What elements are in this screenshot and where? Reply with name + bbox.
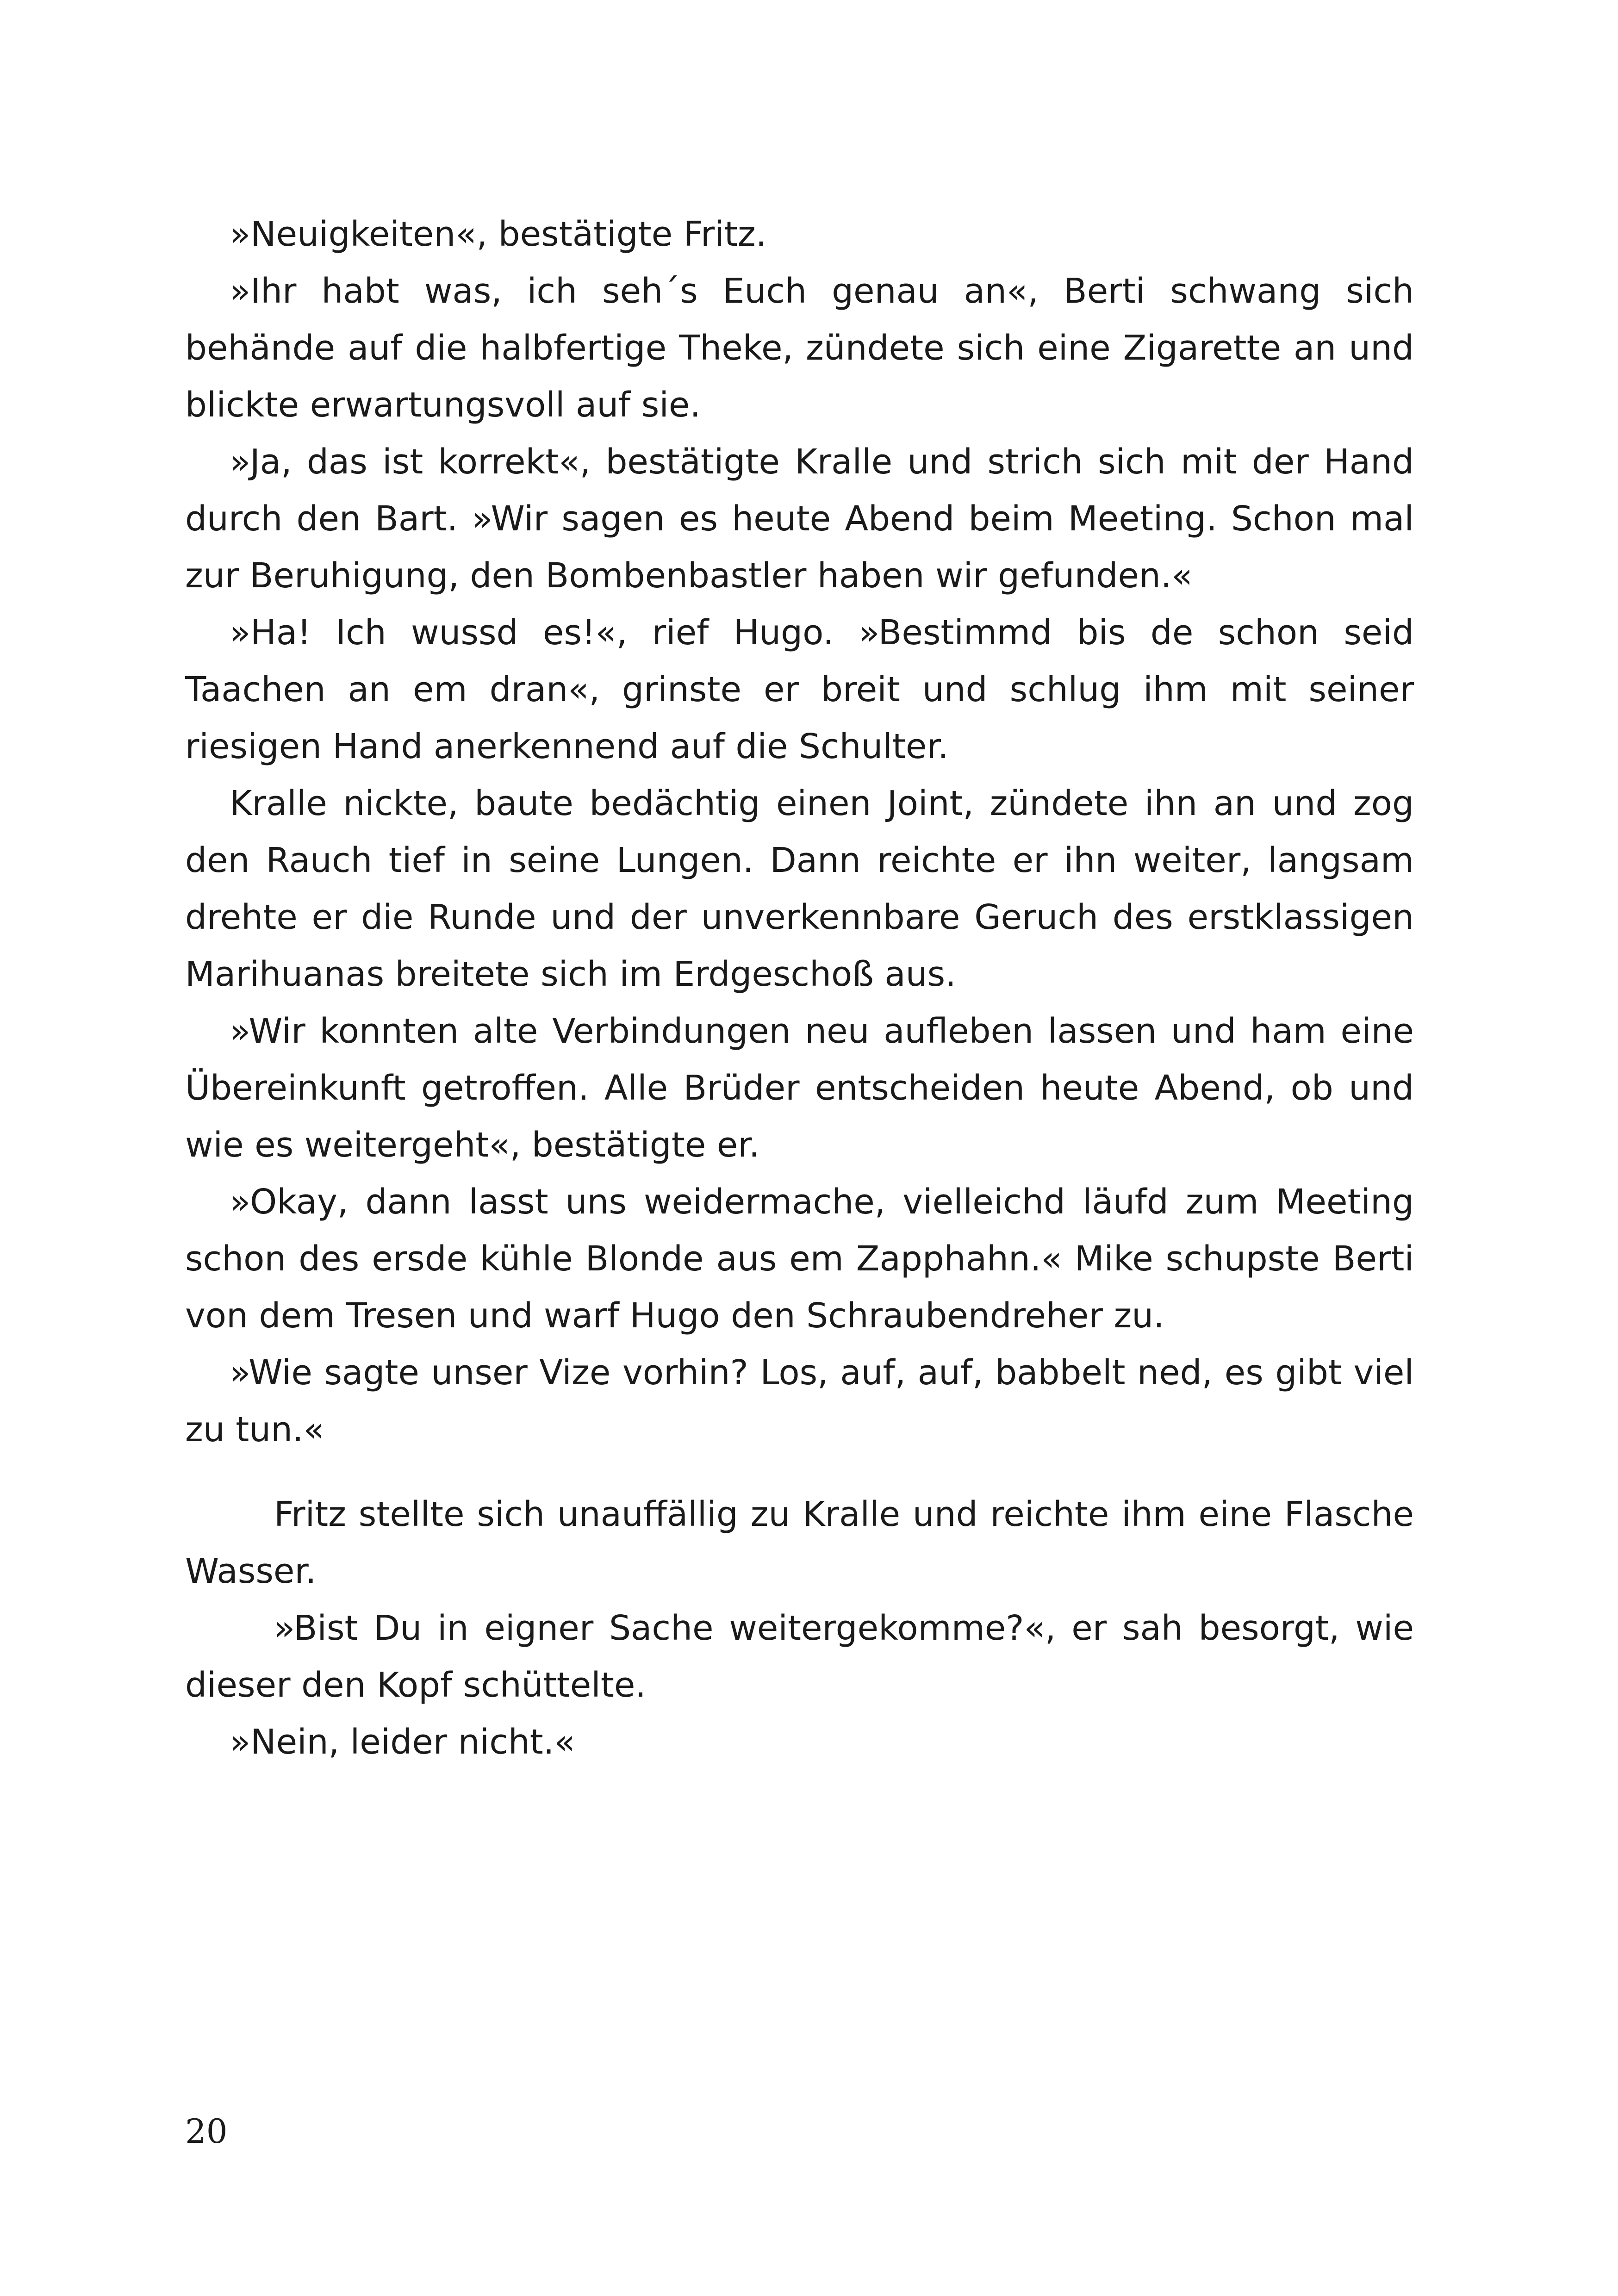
paragraph: »Ha! Ich wussd es!«, rief Hugo. »Bestimmd bis de schon seid Taachen an em dran«, grinste er breit und schlug ihm mit seiner riesigen Hand anerkennend auf die Schulter. [185,613,1414,766]
paragraph: »Ihr habt was, ich seh´s Euch genau an«, Berti schwang sich behände auf die halbfertige Theke, zündete sich eine Zigarette an und blickte erwartungsvoll auf sie. [185,271,1414,425]
paragraph: »Bist Du in eigner Sache weitergekomme?«, er sah besorgt, wie dieser den Kopf schüttelte. [185,1608,1414,1705]
paragraph: »Wir konnten alte Verbindungen neu aufleben lassen und ham eine Übereinkunft getroffen. Alle Brüder entscheiden heute Abend, ob und wie es weitergeht«, bestätigte er. [185,1011,1414,1165]
paragraph: Fritz stellte sich unauffällig zu Kralle und reichte ihm eine Flasche Wasser. [185,1494,1414,1591]
body-text [185,206,1414,1771]
paragraph: »Nein, leider nicht.« [230,1722,575,1762]
paragraph: »Neuigkeiten«, bestätigte Fritz. [230,214,767,254]
page-number: 20 [185,2112,228,2151]
paragraph: »Ja, das ist korrekt«, bestätigte Kralle und strich sich mit der Hand durch den Bart. »Wir sagen es heute Abend beim Meeting. Schon mal zur Beruhigung, den Bombenbastler haben wir gefunden.« [185,442,1414,596]
paragraph: »Wie sagte unser Vize vorhin? Los, auf, auf, babbelt ned, es gibt viel zu tun.« [185,1353,1414,1450]
paragraph: »Okay, dann lasst uns weidermache, vielleichd läufd zum Meeting schon des ersde kühle Blonde aus em Zapphahn.« Mike schupste Berti von dem Tresen und warf Hugo den Schraubendreher zu. [185,1182,1414,1336]
paragraph: Kralle nickte, baute bedächtig einen Joint, zündete ihn an und zog den Rauch tief in seine Lungen. Dann reichte er ihn weiter, langsam drehte er die Runde und der unverkennbare Geruch des erstklassigen Marihuanas breitete sich im Erdgeschoß aus. [185,784,1414,994]
